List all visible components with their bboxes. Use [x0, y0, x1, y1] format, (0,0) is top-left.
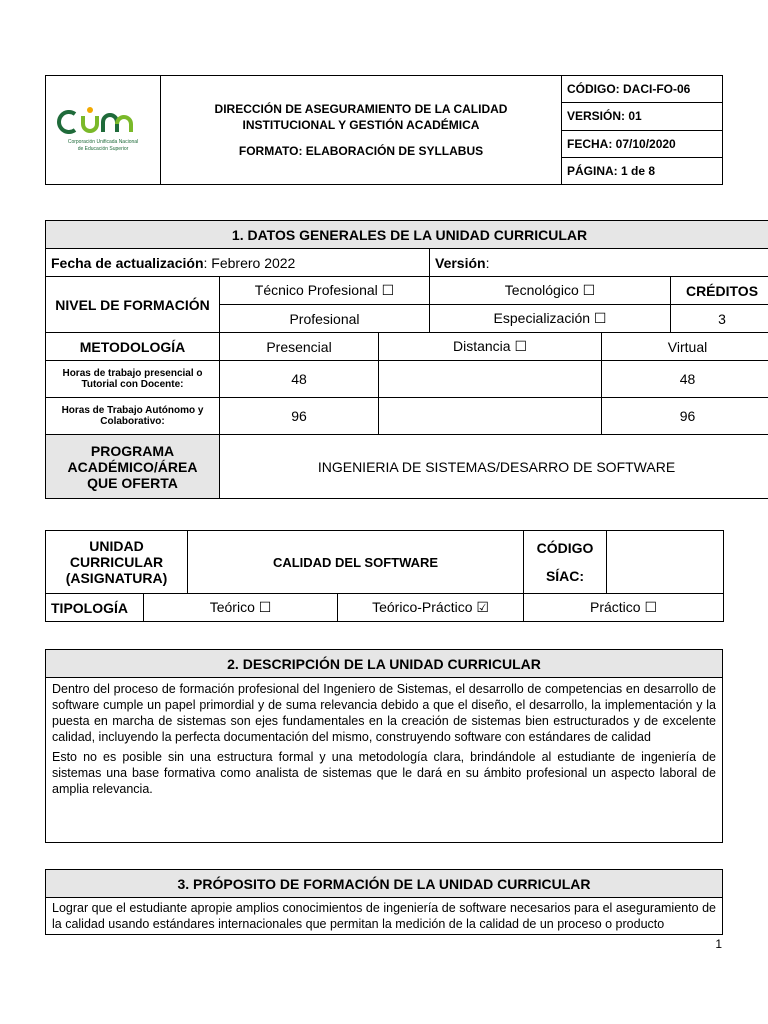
nivel-label: NIVEL DE FORMACIÓN [46, 277, 220, 333]
programa-value: INGENIERIA DE SISTEMAS/DESARRO DE SOFTWARE [220, 435, 768, 499]
fecha-label: Fecha de actualización [51, 254, 204, 271]
page-number: 1 [715, 937, 722, 951]
header-title-cell [161, 76, 562, 185]
section3-body [46, 898, 723, 935]
horas-presencial-label: Horas de trabajo presencial o Tutorial con Docente: [46, 361, 220, 398]
creditos-label: CRÉDITOS [671, 277, 768, 305]
teorico-practico-option[interactable]: Teórico-Práctico ☑ [338, 594, 524, 622]
horas-autonomo-presencial: 96 [220, 398, 379, 435]
header-title-line2: INSTITUCIONAL Y GESTIÓN ACADÉMICA [242, 118, 480, 132]
teorico-option[interactable]: Teórico ☐ [144, 594, 338, 622]
creditos-value: 3 [671, 305, 768, 333]
section2-paragraph-1: Dentro del proceso de formación profesional del Ingeniero de Sistemas, el desarrollo de competencias en desarrollo de software cumple un papel primordial y de suma relevancia debido a que el diseño, el desarrollo, la implementación y la puesta en marcha de sistemas son ejes fundamentales en la creación de sistemas bien estructurados y de excelente calidad, incluyendo la perfecta documentación del mismo, construyendo software con estándares de calidad [52, 682, 716, 744]
logo-cell [46, 76, 161, 185]
distancia-option[interactable]: Distancia ☐ [379, 333, 602, 361]
section2-title: 2. DESCRIPCIÓN DE LA UNIDAD CURRICULAR [46, 650, 723, 678]
unidad-table [45, 530, 724, 622]
codigo-siac-value [607, 531, 724, 594]
section3-paragraph-1: Lograr que el estudiante apropie amplios conocimientos de ingeniería de software necesarios para el aseguramiento de la calidad usando estándares internacionales que permitan la medición de la calidad de un proceso o producto [52, 901, 716, 931]
fecha-actualizacion [46, 249, 430, 277]
header-fecha: FECHA: 07/10/2020 [562, 130, 723, 157]
programa-label: PROGRAMA ACADÉMICO/ÁREA QUE OFERTA [46, 435, 220, 499]
section1-table [45, 220, 768, 499]
header-title-line1: DIRECCIÓN DE ASEGURAMIENTO DE LA CALIDAD [214, 102, 508, 116]
section1-title: 1. DATOS GENERALES DE LA UNIDAD CURRICULAR [46, 221, 768, 249]
especializacion-option[interactable]: Especialización ☐ [430, 305, 671, 333]
tipologia-label: TIPOLOGÍA [46, 594, 144, 622]
horas-autonomo-distancia [379, 398, 602, 435]
svg-text:de Educación Superior: de Educación Superior [77, 145, 129, 152]
cun-logo [57, 102, 149, 154]
profesional-option: Profesional [220, 305, 430, 333]
section2-paragraph-2: Esto no es posible sin una estructura formal y una metodología clara, brindándole al estudiante de ingeniería de sistemas una base formativa como analista de sistemas que le dará en su ámbito profesional un aspecto laboral de amplia relevancia. [52, 750, 716, 796]
header-format: FORMATO: ELABORACIÓN DE SYLLABUS [238, 144, 484, 158]
tecnico-option[interactable]: Técnico Profesional ☐ [220, 277, 430, 305]
section3-table [45, 869, 723, 935]
horas-presencial-distancia [379, 361, 602, 398]
svg-text:Corporación Unificada Nacional: Corporación Unificada Nacional [67, 138, 139, 145]
unidad-value: CALIDAD DEL SOFTWARE [188, 531, 524, 594]
header-codigo: CÓDIGO: DACI-FO-06 [562, 76, 723, 103]
horas-autonomo-virtual: 96 [602, 398, 768, 435]
header-table [45, 75, 723, 185]
practico-option[interactable]: Práctico ☐ [524, 594, 724, 622]
header-version: VERSIÓN: 01 [562, 103, 723, 130]
horas-presencial-presencial: 48 [220, 361, 379, 398]
fecha-value: : Febrero 2022 [203, 254, 296, 271]
version-label: Versión [435, 254, 486, 271]
metodologia-label: METODOLOGÍA [46, 333, 220, 361]
codigo-label: CÓDIGO [536, 540, 594, 556]
version-value: : [485, 254, 490, 271]
section3-title: 3. PRÓPOSITO DE FORMACIÓN DE LA UNIDAD CURRICULAR [46, 870, 723, 898]
header-pagina: PÁGINA: 1 de 8 [562, 157, 723, 184]
section2-body [46, 678, 723, 843]
horas-autonomo-label: Horas de Trabajo Autónomo y Colaborativo: [46, 398, 220, 435]
unidad-label: UNIDAD CURRICULAR (ASIGNATURA) [46, 531, 188, 594]
siac-label: SÍAC: [545, 568, 585, 584]
presencial-option: Presencial [220, 333, 379, 361]
virtual-option: Virtual [602, 333, 768, 361]
horas-presencial-virtual: 48 [602, 361, 768, 398]
version-cell [430, 249, 768, 277]
tecnologico-option[interactable]: Tecnológico ☐ [430, 277, 671, 305]
section2-table [45, 649, 723, 843]
codigo-siac-label [524, 531, 607, 594]
